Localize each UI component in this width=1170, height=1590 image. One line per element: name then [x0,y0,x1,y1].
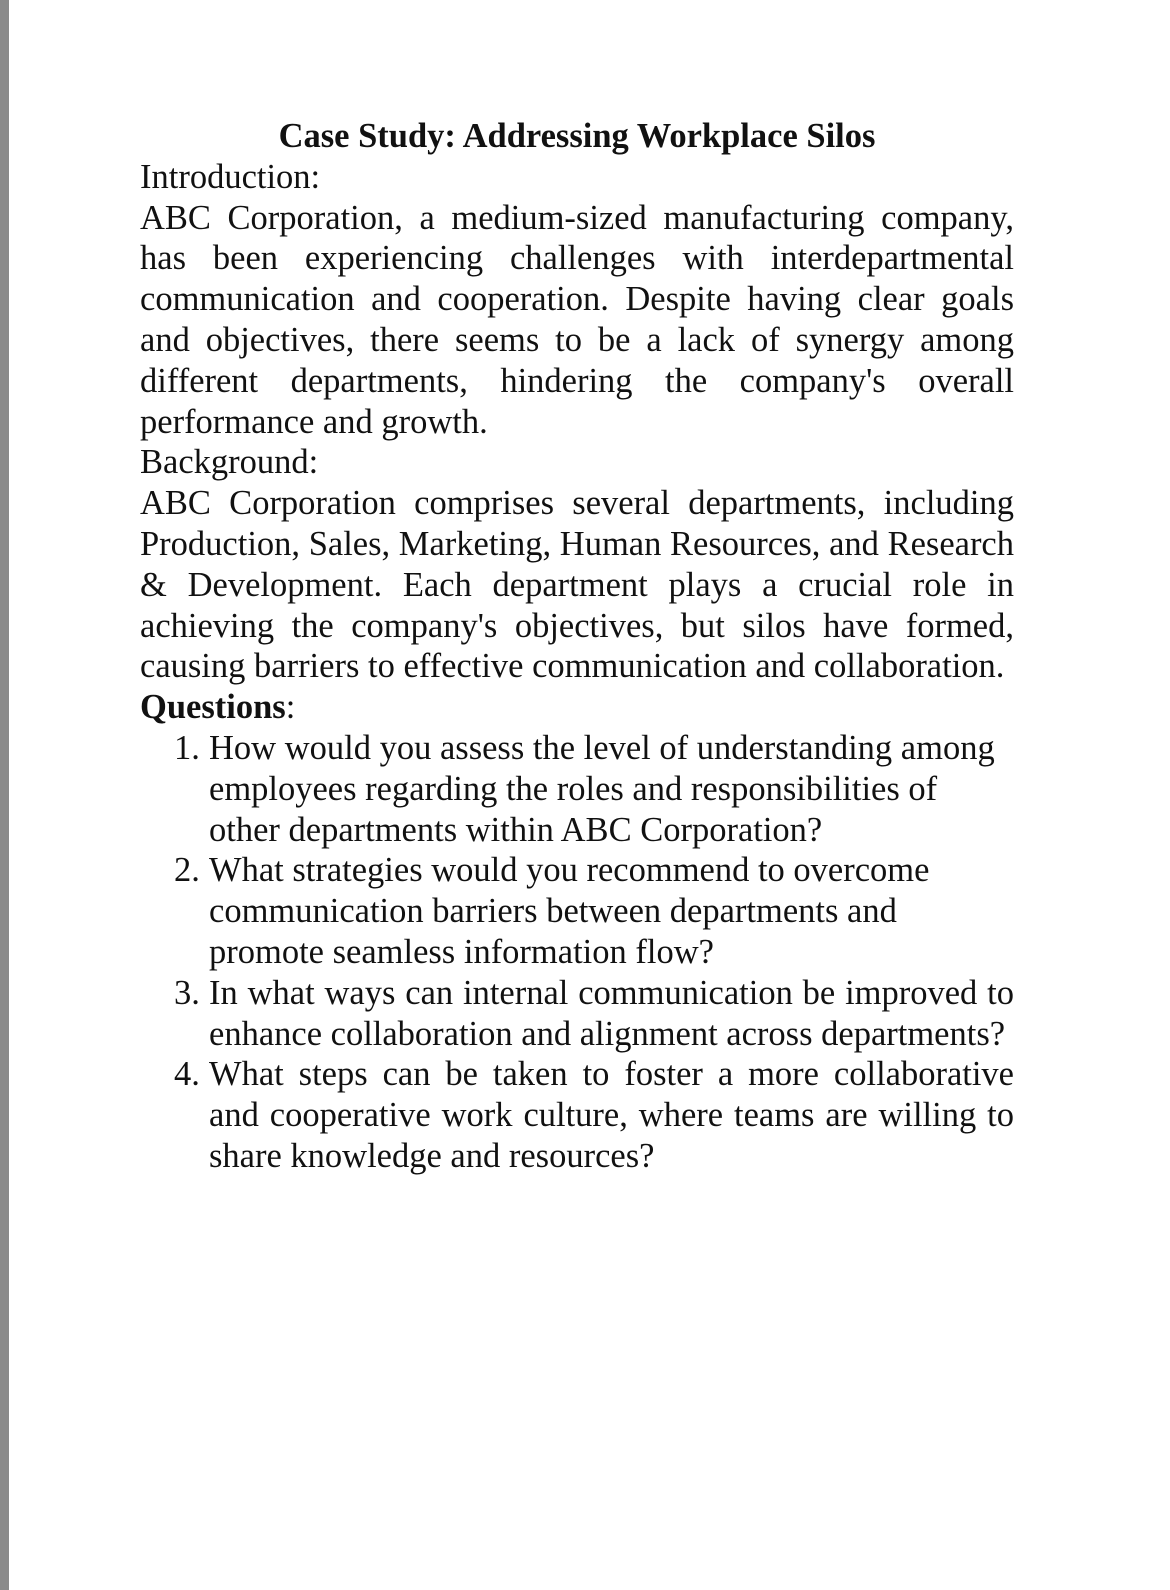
question-text: In what ways can internal communication be improved to enhance collaboration and alignment across departments? [209,973,1014,1053]
document-title: Case Study: Addressing Workplace Silos [278,117,876,155]
document-content [140,116,1014,1177]
introduction-text: ABC Corporation, a medium-sized manufacturing company, has been experiencing challenges with interdepartmental communication and cooperation. Despite having clear goals and objectives, there seems to be a lack of synergy among different departments, hindering the company's overall performance and growth. [140,198,1014,441]
question-item [140,1054,1014,1176]
question-item [140,850,1014,972]
question-number: 3. [174,973,200,1012]
question-text: What steps can be taken to foster a more collaborative and cooperative work culture, where teams are willing to share knowledge and resources? [209,1055,1014,1175]
question-item [140,973,1014,1055]
question-item [140,728,1014,850]
questions-heading-colon: : [285,688,296,727]
background-text: ABC Corporation comprises several departments, including Production, Sales, Marketing, Human Resources, and Research & Development. Each department plays a crucial role in achieving the company's objectives, but silos have formed, causing barriers to effective communication and collaboration. [140,484,1014,686]
background-heading: Background: [140,443,319,482]
question-number: 2. [174,851,200,890]
questions-heading [140,687,1014,728]
questions-list [140,728,1014,1177]
question-text: How would you assess the level of understanding among employees regarding the roles and responsibilities of other departments within ABC Corporation? [209,728,995,849]
question-number: 4. [174,1055,200,1094]
page-left-edge [0,0,9,1590]
questions-heading-label: Questions [140,688,286,727]
introduction-heading: Introduction: [140,157,321,196]
question-number: 1. [174,728,200,767]
question-text: What strategies would you recommend to overcome communication barriers between departments and promote seamless information flow? [209,851,930,971]
